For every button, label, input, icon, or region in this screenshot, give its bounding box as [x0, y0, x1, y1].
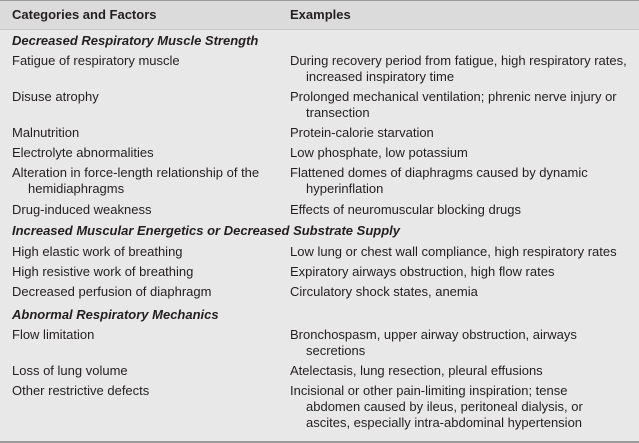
factor-cell: Flow limitation [12, 327, 95, 342]
factor-cell: Fatigue of respiratory muscle [12, 53, 180, 68]
example-cell: Expiratory airways obstruction, high flow rates [290, 264, 555, 279]
example-cell: Prolonged mechanical ventilation; phrenic nerve injury or transection [290, 89, 617, 120]
factor-cell: Decreased perfusion of diaphragm [12, 284, 212, 299]
factor-cell: Alteration in force-length relationship of the hemidiaphragms [12, 165, 260, 196]
example-cell: Low phosphate, low potassium [290, 145, 468, 160]
example-cell: Bronchospasm, upper airway obstruction, airways secretions [290, 327, 577, 358]
factor-cell: Disuse atrophy [12, 89, 99, 104]
example-cell: Incisional or other pain-limiting inspiration; tense abdomen caused by ileus, peritoneal dialysis, or ascites, especially intra-abdominal hypertension [290, 383, 583, 430]
factor-cell: Other restrictive defects [12, 383, 150, 398]
example-cell: Protein-calorie starvation [290, 125, 434, 140]
example-cell: Low lung or chest wall compliance, high respiratory rates [290, 244, 617, 259]
factor-cell: Electrolyte abnormalities [12, 145, 154, 160]
factor-cell: Malnutrition [12, 125, 80, 140]
table-header [0, 1, 639, 30]
section-title: Abnormal Respiratory Mechanics [12, 307, 219, 322]
factor-cell: High elastic work of breathing [12, 244, 183, 259]
header-categories: Categories and Factors [12, 7, 157, 22]
section-title: Decreased Respiratory Muscle Strength [12, 33, 259, 48]
example-cell: Circulatory shock states, anemia [290, 284, 478, 299]
example-cell: Flattened domes of diaphragms caused by dynamic hyperinflation [290, 165, 588, 196]
example-cell: Effects of neuromuscular blocking drugs [290, 202, 521, 217]
header-examples: Examples [290, 7, 351, 22]
example-cell: During recovery period from fatigue, high respiratory rates, increased inspiratory time [290, 53, 627, 84]
factor-cell: Loss of lung volume [12, 363, 128, 378]
factor-cell: Drug-induced weakness [12, 202, 152, 217]
factor-cell: High resistive work of breathing [12, 264, 194, 279]
section-title: Increased Muscular Energetics or Decreased Substrate Supply [12, 223, 400, 238]
example-cell: Atelectasis, lung resection, pleural effusions [290, 363, 543, 378]
